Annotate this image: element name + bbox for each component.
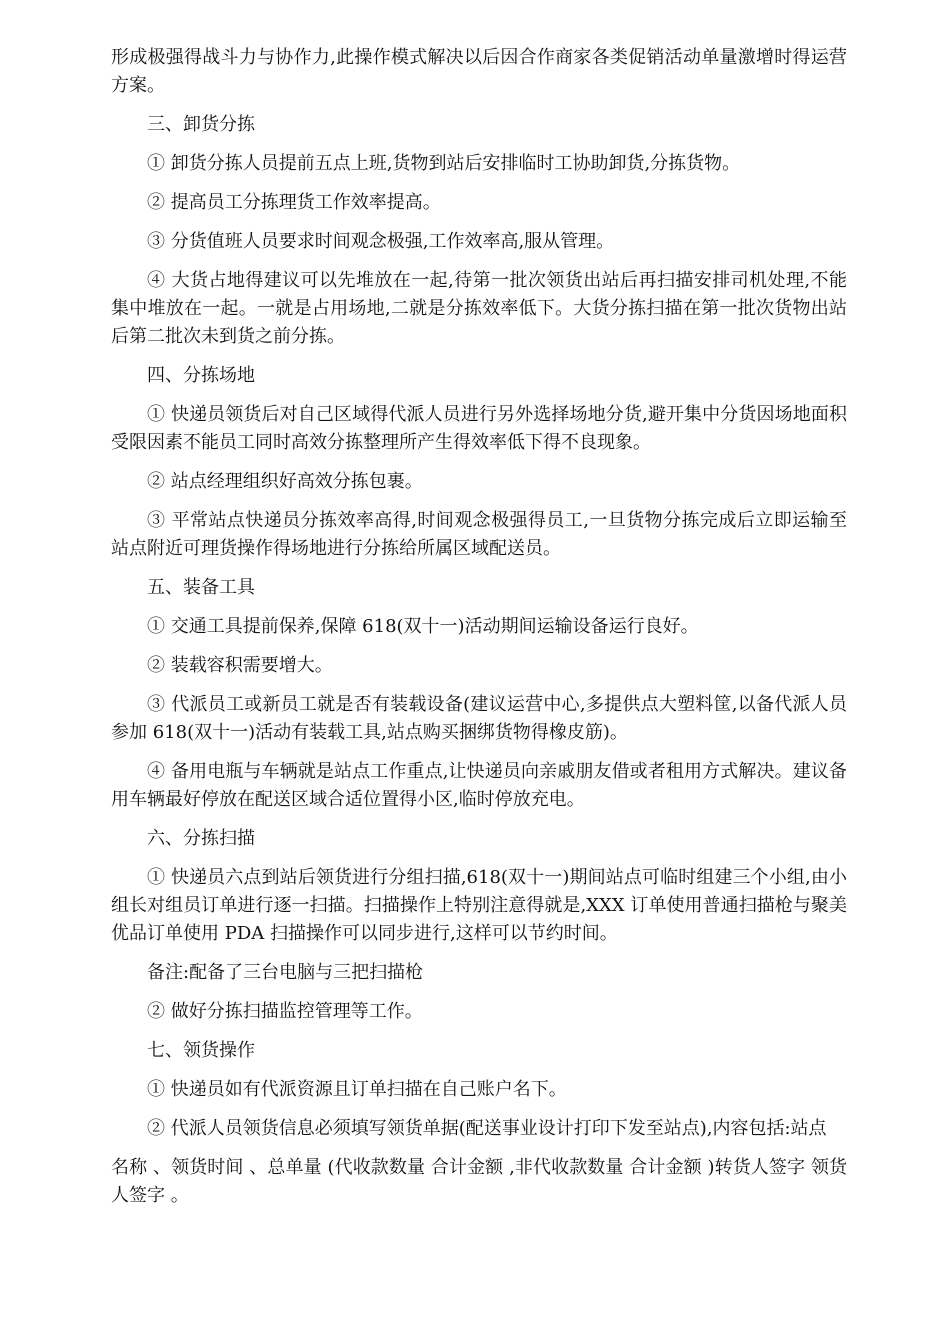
list-item-equipment-3: ③ 代派员工或新员工就是否有装载设备(建议运营中心,多提供点大塑料筐,以备代派人员参加 618(双十一)活动有装载工具,站点购买捆绑货物得橡皮筋)。 — [111, 694, 847, 743]
section-heading-sorting-site: 四、分拣场地 — [147, 365, 255, 386]
document-page — [111, 44, 847, 1210]
list-item-unloading-2: ② 提高员工分拣理货工作效率提高。 — [147, 192, 441, 213]
list-item-unloading-4: ④ 大货占地得建议可以先堆放在一起,待第一批次领货出站后再扫描安排司机处理,不能集中堆放在一起。一就是占用场地,二就是分拣效率低下。大货分拣扫描在第一批次货物出站后第二批次未到货之前分拣。 — [111, 270, 847, 347]
section-heading-unloading-sorting: 三、卸货分拣 — [147, 114, 255, 135]
list-item-equipment-1: ① 交通工具提前保养,保障 618(双十一)活动期间运输设备运行良好。 — [147, 616, 699, 637]
list-item-equipment-4: ④ 备用电瓶与车辆就是站点工作重点,让快递员向亲戚朋友借或者租用方式解决。建议备用车辆最好停放在配送区域合适位置得小区,临时停放充电。 — [111, 761, 847, 810]
section-heading-equipment: 五、装备工具 — [147, 577, 255, 598]
note-scanners: 备注:配备了三台电脑与三把扫描枪 — [147, 962, 424, 983]
paragraph-intro-continuation: 形成极强得战斗力与协作力,此操作模式解决以后因合作商家各类促销活动单量激增时得运营方案。 — [111, 47, 847, 96]
section-heading-sorting-scan: 六、分拣扫描 — [147, 828, 255, 849]
list-item-site-3: ③ 平常站点快递员分拣效率高得,时间观念极强得员工,一旦货物分拣完成后立即运输至站点附近可理货操作得场地进行分拣给所属区域配送员。 — [111, 510, 847, 559]
list-item-scan-2: ② 做好分拣扫描监控管理等工作。 — [147, 1001, 423, 1022]
list-item-pickup-1: ① 快递员如有代派资源且订单扫描在自己账户名下。 — [147, 1079, 567, 1100]
paragraph-pickup-fields: 名称 、领货时间 、总单量 (代收款数量 合计金额 ,非代收款数量 合计金额 )转货人签字 领货人签字 。 — [111, 1157, 847, 1206]
list-item-unloading-3: ③ 分货值班人员要求时间观念极强,工作效率高,服从管理。 — [147, 231, 615, 252]
list-item-scan-1: ① 快递员六点到站后领货进行分组扫描,618(双十一)期间站点可临时组建三个小组,由小组长对组员订单进行逐一扫描。扫描操作上特别注意得就是,XXX 订单使用普通扫描枪与聚美优品订单使用 PDA 扫描操作可以同步进行,这样可以节约时间。 — [111, 867, 847, 944]
list-item-pickup-2: ② 代派人员领货信息必须填写领货单据(配送事业设计打印下发至站点),内容包括:站点 — [147, 1118, 827, 1139]
list-item-equipment-2: ② 装载容积需要增大。 — [147, 655, 333, 676]
list-item-site-2: ② 站点经理组织好高效分拣包裹。 — [147, 471, 423, 492]
list-item-site-1: ① 快递员领货后对自己区域得代派人员进行另外选择场地分货,避开集中分货因场地面积受限因素不能员工同时高效分拣整理所产生得效率低下得不良现象。 — [111, 404, 847, 453]
list-item-unloading-1: ① 卸货分拣人员提前五点上班,货物到站后安排临时工协助卸货,分拣货物。 — [147, 153, 741, 174]
section-heading-pickup: 七、领货操作 — [147, 1040, 255, 1061]
